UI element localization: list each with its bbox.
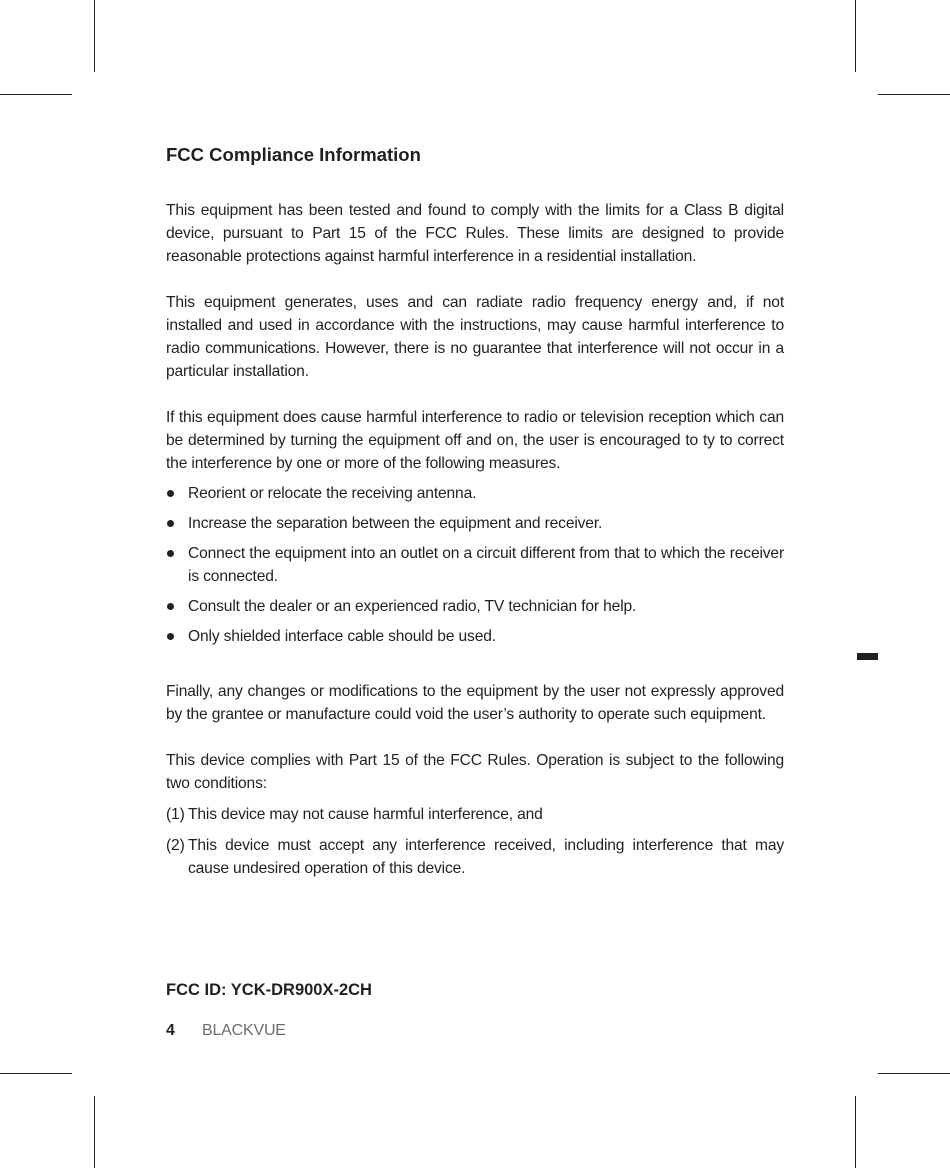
list-item (166, 512, 784, 535)
list-item (166, 834, 784, 880)
page-title: FCC Compliance Information (166, 144, 421, 165)
list-item (166, 482, 784, 505)
conditions-list (166, 803, 784, 880)
main-content (166, 140, 784, 888)
crop-mark-top-left-horizontal (0, 94, 72, 95)
crop-mark-bottom-left-vertical (94, 1096, 95, 1168)
page-number: 4 (166, 1022, 175, 1039)
section-tab-marker (857, 653, 878, 660)
crop-mark-top-right-horizontal (878, 94, 950, 95)
measures-list (166, 482, 784, 648)
list-item-text: Only shielded interface cable should be used. (188, 628, 496, 645)
list-item (166, 625, 784, 648)
paragraph-modifications: Finally, any changes or modifications to the equipment by the user not expressly approved by the grantee or manufacture could void the user’s authority to operate such equipment. (166, 683, 784, 723)
bullet-icon (167, 550, 174, 557)
crop-mark-bottom-left-horizontal (0, 1073, 72, 1074)
crop-mark-top-left-vertical (94, 0, 95, 72)
paragraph-radio-energy: This equipment generates, uses and can radiate radio frequency energy and, if not installed and used in accordance with the instructions, may cause harmful interference to radio communications. However, there is no guarantee that interference will not occur in a particular installation. (166, 294, 784, 380)
page-footer (166, 1019, 286, 1043)
brand-name: BLACKVUE (202, 1022, 286, 1039)
paragraph-class-b: This equipment has been tested and found to comply with the limits for a Class B digital device, pursuant to Part 15 of the FCC Rules. These limits are designed to provide reasonable protections against harmful interference in a residential installation. (166, 202, 784, 265)
condition-number: (2) (166, 837, 185, 854)
paragraph-part15: This device complies with Part 15 of the FCC Rules. Operation is subject to the following two conditions: (166, 752, 784, 792)
paragraph-interference-measures: If this equipment does cause harmful interference to radio or television reception which can be determined by turning the equipment off and on, the user is encouraged to ty to correct the interference by one or more of the following measures. (166, 409, 784, 472)
bullet-icon (167, 603, 174, 610)
condition-text: This device may not cause harmful interference, and (188, 806, 543, 823)
bullet-icon (167, 520, 174, 527)
list-item-text: Connect the equipment into an outlet on a circuit different from that to which the receiver is connected. (188, 545, 784, 585)
list-item (166, 803, 784, 826)
crop-mark-top-right-vertical (855, 0, 856, 72)
list-item (166, 595, 784, 618)
fcc-id: FCC ID: YCK-DR900X-2CH (166, 981, 372, 999)
crop-mark-bottom-right-horizontal (878, 1073, 950, 1074)
list-item (166, 542, 784, 588)
bullet-icon (167, 633, 174, 640)
list-item-text: Consult the dealer or an experienced radio, TV technician for help. (188, 598, 637, 615)
condition-text: This device must accept any interference received, including interference that may cause undesired operation of this device. (188, 837, 784, 877)
list-item-text: Reorient or relocate the receiving antenna. (188, 485, 477, 502)
condition-number: (1) (166, 806, 185, 823)
bullet-icon (167, 490, 174, 497)
list-item-text: Increase the separation between the equipment and receiver. (188, 515, 603, 532)
crop-mark-bottom-right-vertical (855, 1096, 856, 1168)
